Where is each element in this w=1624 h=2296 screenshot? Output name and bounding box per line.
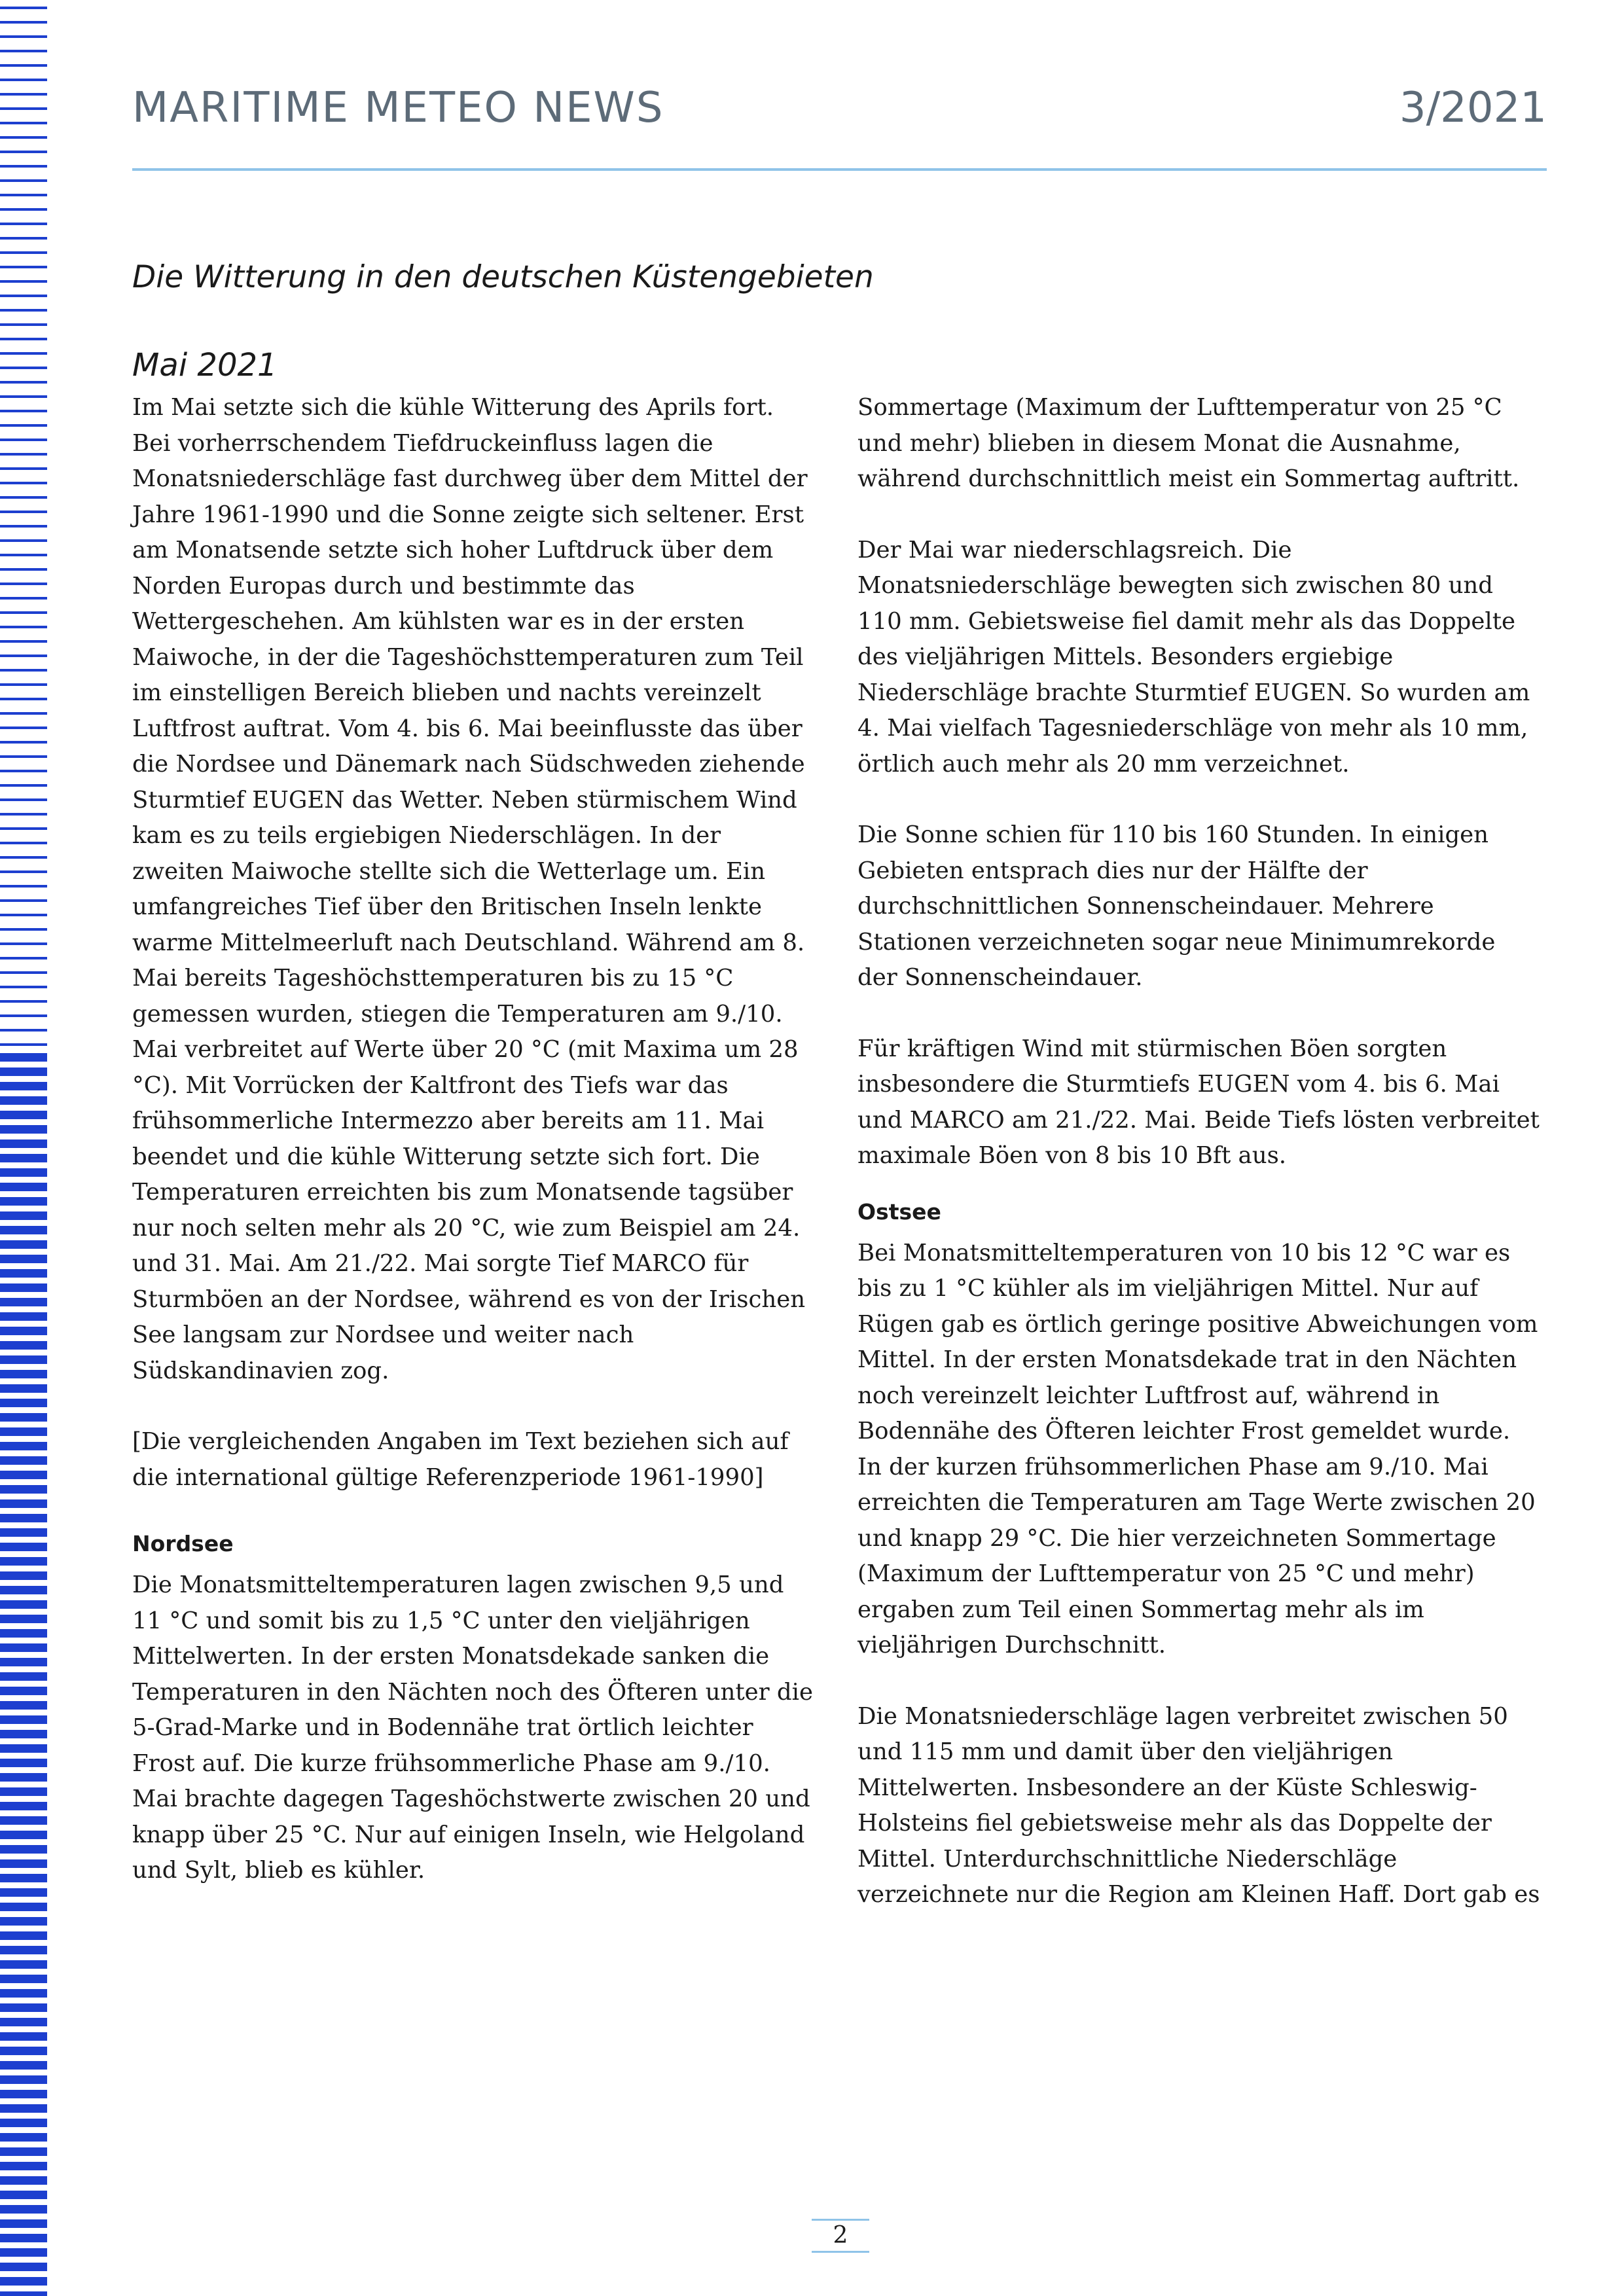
- nordsee-sunshine-paragraph: Die Sonne schien für 110 bis 160 Stunden. In einigen Gebieten entsprach dies nur der Hälfte der durchschnittlichen Sonnenscheindauer. Mehrere Stationen verzeichneten sogar neue Minimumrekorde der Sonnenscheindauer.: [857, 821, 1496, 991]
- intro-paragraph: Im Mai setzte sich die kühle Witterung des Aprils fort. Bei vorherrschendem Tiefdruckeinfluss lagen die Monatsniederschläge fast durchweg über dem Mittel der Jahre 1961-1990 und die Sonne zeigte sich seltener. Erst am Monatsende setzte sich hoher Luftdruck über dem Norden Europas durch und bestimmte das Wettergeschehen. Am kühlsten war es in der ersten Maiwoche, in der die Tageshöchsttemperaturen zum Teil im einstelligen Bereich blieben und nachts vereinzelt Luftfrost auftrat. Vom 4. bis 6. Mai beeinflusste das über die Nordsee und Dänemark nach Südschweden ziehende Sturmtief EUGEN das Wetter. Neben stürmischem Wind kam es zu teils ergiebigen Niederschlägen. In der zweiten Maiwoche stellte sich die Wetterlage um. Ein umfangreiches Tief über den Britischen Inseln lenkte warme Mittelmeerluft nach Deutschland. Während am 8. Mai bereits Tageshöchsttemperaturen bis zu 15 °C gemessen wurden, stiegen die Temperaturen am 9./10. Mai verbreitet auf Werte über 20 °C (mit Maxima um 28 °C). Mit Vorrücken der Kaltfront des Tiefs war das frühsommerliche Intermezzo aber bereits am 11. Mai beendet und die kühle Witterung setzte sich fort. Die Temperaturen erreichten bis zum Monatsende tagsüber nur noch selten mehr als 20 °C, wie zum Beispiel am 24. und 31. Mai. Am 21./22. Mai sorgte Tief MARCO für Sturmböen an der Nordsee, während es von der Irischen See langsam zur Nordsee und weiter nach Südskandinavien zog.: [132, 394, 808, 1384]
- header-divider: [132, 168, 1547, 171]
- nordsee-wind-paragraph: Für kräftigen Wind mit stürmischen Böen sorgten insbesondere die Sturmtiefs EUGEN vom 4. bis 6. Mai und MARCO am 21./22. Mai. Beide Tiefs lösten verbreitet maximale Böen von 8 bis 10 Bft aus.: [857, 1035, 1540, 1169]
- reference-note: [Die vergleichenden Angaben im Text beziehen sich auf die international gültige Referenzperiode 1961-1990]: [132, 1428, 789, 1491]
- nordsee-precipitation-paragraph: Der Mai war niederschlagsreich. Die Monatsniederschläge bewegten sich zwischen 80 und 110 mm. Gebietsweise fiel damit mehr als das Doppelte des vieljährigen Mittels. Besonders ergiebige Niederschläge brachte Sturmtief EUGEN. So wurden am 4. Mai vielfach Tagesniederschläge von mehr als 10 mm, örtlich auch mehr als 20 mm verzeichnet.: [857, 536, 1530, 778]
- section-heading-nordsee: Nordsee: [132, 1531, 234, 1556]
- text-column-left: [132, 390, 816, 1889]
- newsletter-title: MARITIME METEO NEWS: [132, 84, 664, 132]
- section-heading-ostsee: Ostsee: [857, 1198, 941, 1225]
- ostsee-precipitation-paragraph: Die Monatsniederschläge lagen verbreitet zwischen 50 und 115 mm und damit über den vieljährigen Mittelwerten. Insbesondere an der Küste Schleswig-Holsteins fiel gebietsweise mehr als das Doppelte der Mittel. Unterdurchschnittliche Niederschläge verzeichnete nur die Region am Kleinen Haff. Dort gab es: [857, 1702, 1540, 1908]
- ostsee-temperature-paragraph: Bei Monatsmitteltemperaturen von 10 bis 12 °C war es bis zu 1 °C kühler als im vieljährigen Mittel. Nur auf Rügen gab es örtlich geringe positive Abweichungen vom Mittel. In der ersten Monatsdekade trat in den Nächten noch vereinzelt leichter Luftfrost auf, während in Bodennähe des Öfteren leichter Frost gemeldet wurde. In der kurzen frühsommerlichen Phase am 9./10. Mai erreichten die Temperaturen am Tage Werte zwischen 20 und knapp 29 °C. Die hier verzeichneten Sommertage (Maximum der Lufttemperatur von 25 °C und mehr) ergaben zum Teil einen Sommertag mehr als im vieljährigen Durchschnitt.: [857, 1239, 1538, 1659]
- article-title: Die Witterung in den deutschen Küstengebieten: [132, 259, 874, 295]
- left-stripe-decoration-bottom: [0, 1047, 47, 2296]
- issue-number: 3/2021: [1399, 84, 1547, 132]
- text-column-right: [857, 390, 1542, 1913]
- nordsee-summer-days-paragraph: Sommertage (Maximum der Lufttemperatur von 25 °C und mehr) blieben in diesem Monat die Ausnahme, während durchschnittlich meist ein Sommertag auftritt.: [857, 394, 1520, 492]
- nordsee-temperature-paragraph: Die Monatsmitteltemperaturen lagen zwischen 9,5 und 11 °C und somit bis zu 1,5 °C unter den vieljährigen Mittelwerten. In der ersten Monatsdekade sanken die Temperaturen in den Nächten noch des Öfteren unter die 5-Grad-Marke und in Bodennähe trat örtlich leichter Frost auf. Die kurze frühsommerliche Phase am 9./10. Mai brachte dagegen Tageshöchstwerte zwischen 20 und knapp über 25 °C. Nur auf einigen Inseln, wie Helgoland und Sylt, blieb es kühler.: [132, 1571, 813, 1884]
- article-month: Mai 2021: [132, 347, 278, 384]
- page-number: 2: [812, 2219, 869, 2253]
